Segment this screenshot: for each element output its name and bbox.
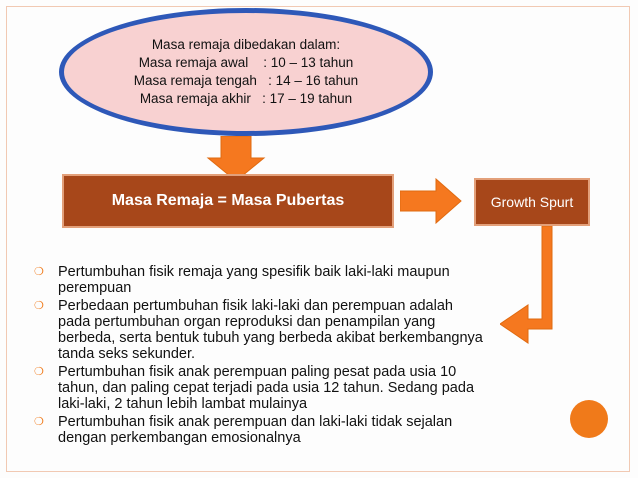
bullet-icon: ❍ [34,300,44,312]
ellipse-line-late: Masa remaja akhir : 17 – 19 tahun [139,91,353,106]
bullet-icon: ❍ [34,416,44,428]
bullet-list [34,264,484,448]
list-item-text: Perbedaan pertumbuhan fisik laki-laki dan perempuan adalah pada pertumbuhan organ reproduksi dan penampilan yang berbeda, serta bentuk tubuh yang berbeda akibat berkembangnya tanda seks sekunder. [58,298,483,362]
right-arrow-icon [400,178,462,224]
bent-arrow-icon [500,226,600,356]
list-item-text: Pertumbuhan fisik remaja yang spesifik baik laki-laki maupun perempuan [58,264,450,296]
accent-dot [570,400,608,438]
masa-pubertas-label: Masa Remaja = Masa Pubertas [111,192,345,209]
ellipse-heading: Masa remaja dibedakan dalam: [151,37,341,52]
list-item-text: Pertumbuhan fisik anak perempuan paling pesat pada usia 10 tahun, dan paling cepat terjadi pada usia 12 tahun. Sedang pada laki-laki, 2 tahun lebih lambat mulainya [58,364,475,412]
ellipse-line-early: Masa remaja awal : 10 – 13 tahun [138,55,354,70]
bullet-icon: ❍ [34,366,44,378]
list-item [34,264,484,296]
list-item [34,364,484,412]
list-item [34,298,484,362]
list-item-text: Pertumbuhan fisik anak perempuan dan laki-laki tidak sejalan dengan perkembangan emosionalnya [58,414,453,446]
masa-pubertas-box [62,174,394,228]
bullet-icon: ❍ [34,266,44,278]
age-ranges-ellipse [59,8,433,136]
growth-spurt-label: Growth Spurt [490,194,574,210]
growth-spurt-box [474,178,590,226]
list-item [34,414,484,446]
ellipse-line-middle: Masa remaja tengah : 14 – 16 tahun [133,73,359,88]
